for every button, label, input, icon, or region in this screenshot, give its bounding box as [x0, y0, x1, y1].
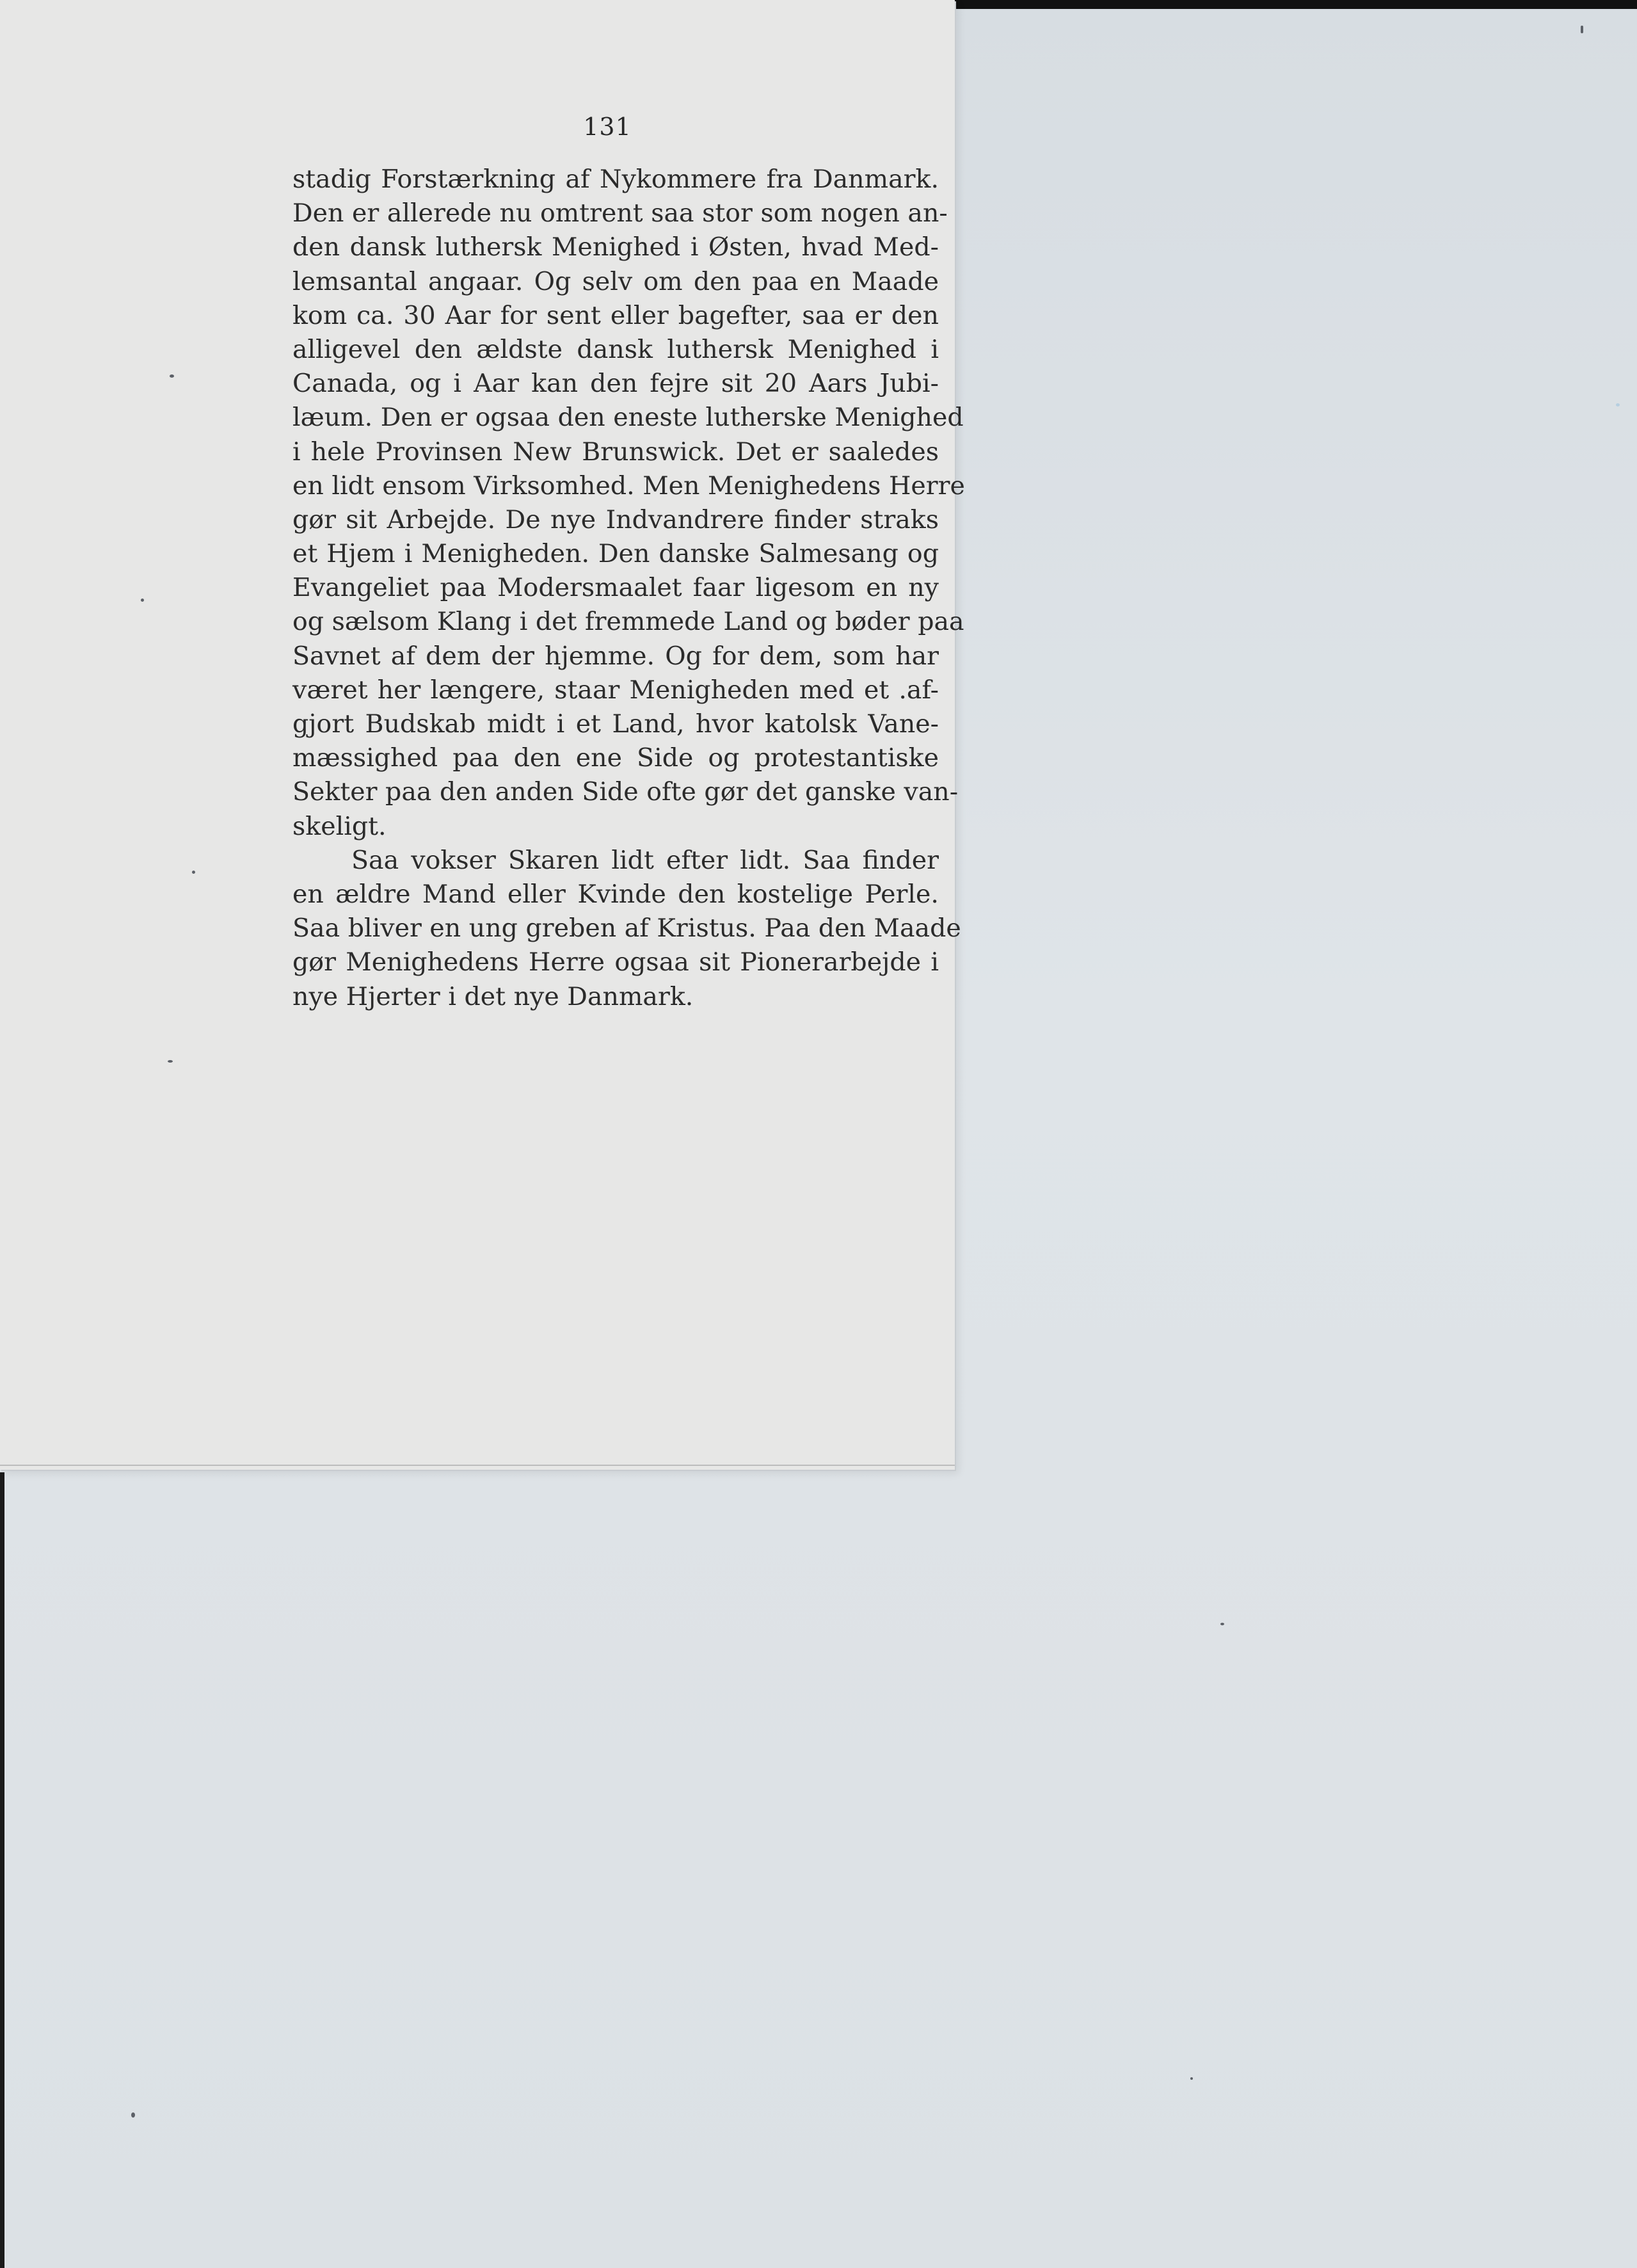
text-line: Evangeliet paa Modersmaalet faar ligesom en ny: [292, 573, 939, 603]
scan-speck: [1616, 403, 1620, 406]
text-line: Savnet af dem der hjemme. Og for dem, som har: [292, 641, 939, 671]
text-line: et Hjem i Menigheden. Den danske Salmesang og: [292, 539, 939, 569]
text-line: stadig Forstærkning af Nykommere fra Danmark.: [292, 165, 939, 194]
text-line: gør Menighedens Herre ogsaa sit Pionerarbejde i: [292, 947, 939, 977]
text-line: Sekter paa den anden Side ofte gør det ganske van-: [292, 777, 959, 807]
text-line: læum. Den er ogsaa den eneste lutherske Menighed: [292, 403, 964, 433]
text-line: en lidt ensom Virksomhed. Men Menighedens Herre: [292, 470, 965, 501]
scan-speck: [170, 374, 174, 378]
page-number: 131: [583, 113, 632, 141]
body-text: [292, 163, 965, 1014]
text-line: i hele Provinsen New Brunswick. Det er saaledes: [292, 437, 939, 467]
scan-speck: [131, 2112, 135, 2118]
scan-speck: [192, 871, 195, 874]
text-line: nye Hjerter i det nye Danmark.: [292, 981, 694, 1011]
scan-speck: [1581, 26, 1583, 33]
scan-speck: [168, 1060, 173, 1063]
text-line: Den er allerede nu omtrent saa stor som nogen an-: [292, 198, 948, 229]
text-line: skeligt.: [292, 811, 387, 841]
text-line: den dansk luthersk Menighed i Østen, hvad Med-: [292, 232, 939, 262]
scanner-left-edge: [0, 1472, 4, 2268]
text-line: en ældre Mand eller Kvinde den kostelige Perle.: [292, 879, 939, 909]
text-line: kom ca. 30 Aar for sent eller bagefter, saa er den: [292, 300, 939, 330]
scan-speck: [1220, 1623, 1224, 1625]
text-line: gør sit Arbejde. De nye Indvandrere finder straks: [292, 504, 939, 535]
text-line: Saa bliver en ung greben af Kristus. Paa den Maade: [292, 913, 961, 944]
document-page: [0, 0, 965, 1470]
text-line: og sælsom Klang i det fremmede Land og bøder paa: [292, 607, 964, 637]
scan-speck: [141, 599, 144, 602]
text-line: Saa vokser Skaren lidt efter lidt. Saa finder: [351, 845, 939, 875]
text-line: Canada, og i Aar kan den fejre sit 20 Aars Jubi-: [292, 369, 939, 399]
page-bottom-edge: [0, 1465, 955, 1466]
text-line: alligevel den ældste dansk luthersk Menighed i: [292, 334, 939, 364]
paragraph-1: [292, 163, 965, 844]
paragraph-2: [292, 844, 961, 1014]
text-line: lemsantal angaar. Og selv om den paa en Maade: [292, 266, 939, 296]
scanner-top-edge: [941, 0, 1637, 9]
scan-speck: [1190, 2077, 1193, 2080]
text-line: været her længere, staar Menigheden med et .af-: [292, 675, 939, 705]
text-line: gjort Budskab midt i et Land, hvor katolsk Vane-: [292, 709, 939, 739]
text-line: mæssighed paa den ene Side og protestantiske: [292, 743, 939, 773]
